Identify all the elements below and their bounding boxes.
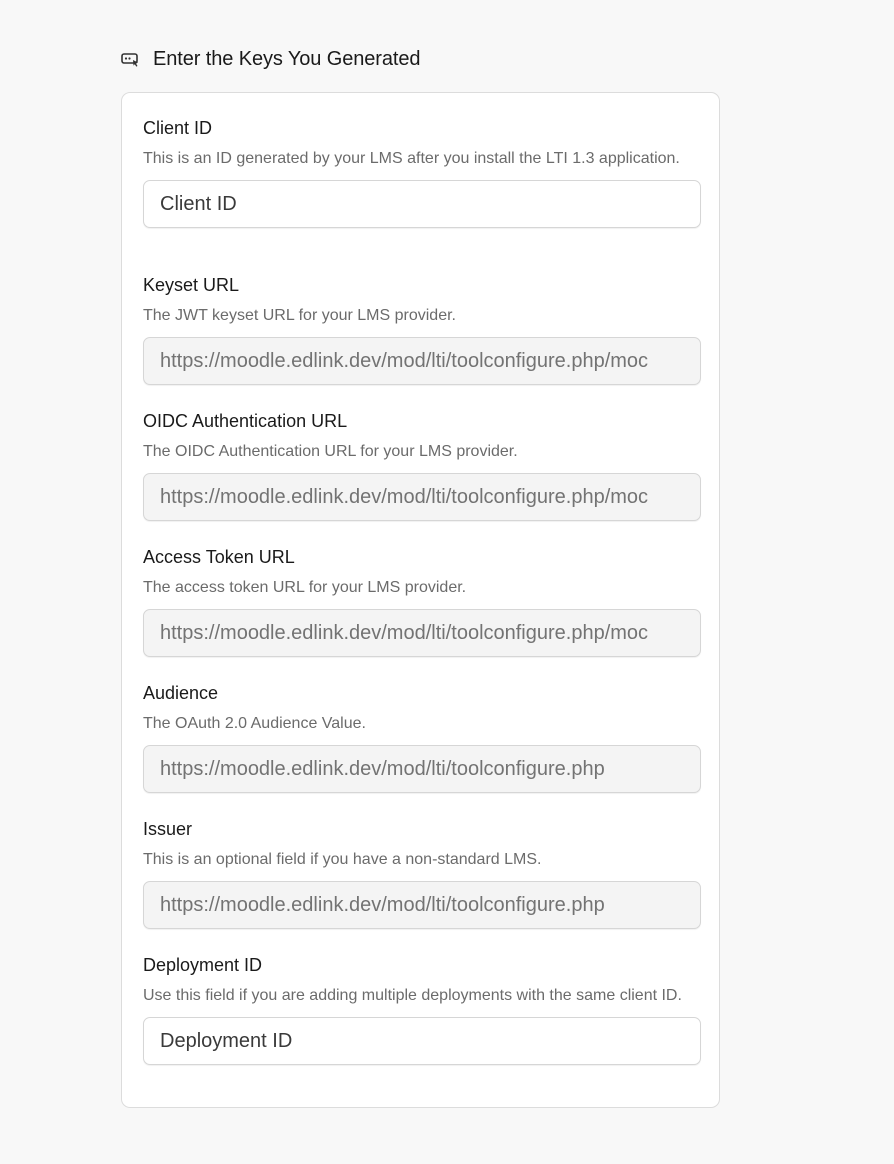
section-title: Enter the Keys You Generated <box>153 47 421 70</box>
deployment-id-label: Deployment ID <box>143 955 263 975</box>
client-id-group <box>143 116 701 228</box>
deployment-id-group <box>143 953 701 1065</box>
issuer-description: This is an optional field if you have a non-standard LMS. <box>143 851 542 868</box>
oidc-auth-url-description: The OIDC Authentication URL for your LMS provider. <box>143 443 518 460</box>
deployment-id-input[interactable] <box>143 1017 701 1065</box>
audience-group <box>143 681 701 793</box>
audience-label: Audience <box>143 683 219 703</box>
client-id-input[interactable] <box>143 180 701 228</box>
client-id-description: This is an ID generated by your LMS after you install the LTI 1.3 application. <box>143 150 680 167</box>
keyset-url-group <box>143 273 701 385</box>
access-token-url-input[interactable] <box>143 609 701 657</box>
access-token-url-group <box>143 545 701 657</box>
audience-description: The OAuth 2.0 Audience Value. <box>143 715 366 732</box>
oidc-auth-url-label: OIDC Authentication URL <box>143 411 348 431</box>
issuer-label: Issuer <box>143 819 193 839</box>
client-id-label: Client ID <box>143 118 213 138</box>
section-header <box>121 44 420 74</box>
issuer-input[interactable] <box>143 881 701 929</box>
access-token-url-label: Access Token URL <box>143 547 295 567</box>
issuer-group <box>143 817 701 929</box>
key-icon <box>121 51 141 67</box>
keyset-url-label: Keyset URL <box>143 275 240 295</box>
oidc-auth-url-input[interactable] <box>143 473 701 521</box>
deployment-id-description: Use this field if you are adding multiple deployments with the same client ID. <box>143 987 682 1004</box>
access-token-url-description: The access token URL for your LMS provider. <box>143 579 467 596</box>
oidc-auth-url-group <box>143 409 701 521</box>
keyset-url-description: The JWT keyset URL for your LMS provider. <box>143 307 456 324</box>
keys-card <box>121 92 720 1108</box>
audience-input[interactable] <box>143 745 701 793</box>
keyset-url-input[interactable] <box>143 337 701 385</box>
